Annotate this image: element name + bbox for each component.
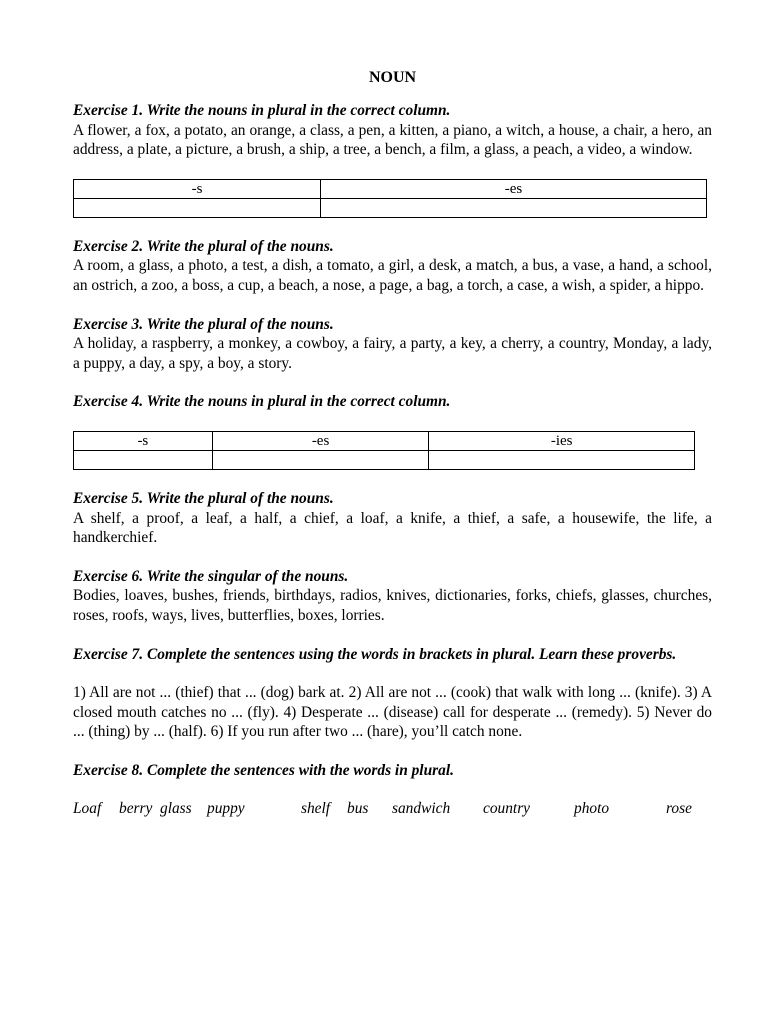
column-header-s: -s: [74, 179, 321, 198]
exercise-1-table: [73, 179, 707, 218]
answer-cell-ies[interactable]: [429, 450, 695, 469]
word-bank-item: rose: [666, 800, 692, 818]
exercise-1-text: A flower, a fox, a potato, an orange, a class, a pen, a kitten, a piano, a witch, a house, a chair, a hero, an address, a plate, a picture, a brush, a ship, a tree, a bench, a film, a glass, a peach, a video, a window.: [73, 121, 712, 159]
word-bank-item: sandwich: [392, 800, 451, 818]
word-bank-item: country: [483, 800, 531, 818]
exercise-2-text: A room, a glass, a photo, a test, a dish, a tomato, a girl, a desk, a match, a bus, a vase, a hand, a school, an ostrich, a zoo, a boss, a cup, a beach, a nose, a page, a bag, a torch, a case, a wish, a spider, a hippo.: [73, 257, 712, 294]
exercise-4-heading: Exercise 4. Write the nouns in plural in the correct column.: [73, 393, 451, 411]
word-bank-item: shelf: [301, 800, 331, 818]
word-bank-item: puppy: [207, 800, 245, 818]
column-header-es: -es: [212, 431, 429, 450]
table-answer-row: [74, 450, 695, 469]
exercise-7-text: 1) All are not ... (thief) that ... (dog) bark at. 2) All are not ... (cook) that walk with long ... (knife). 3) A closed mouth catches no ... (fly). 4) Desperate ... (disease) call for desperate ... (remedy). 5) Never do ... (thing) by ... (half). 6) If you run after two ... (hare), you’ll catch none.: [73, 684, 712, 741]
column-header-ies: -ies: [429, 431, 695, 450]
exercise-4-table: [73, 431, 695, 470]
column-header-s: -s: [74, 431, 213, 450]
word-bank-item: bus: [347, 800, 369, 818]
column-header-es: -es: [321, 179, 707, 198]
exercise-8-heading: Exercise 8. Complete the sentences with the words in plural.: [73, 761, 454, 779]
exercise-3-heading: Exercise 3. Write the plural of the nouns.: [73, 315, 334, 333]
answer-cell-es[interactable]: [321, 198, 707, 217]
exercise-7-heading: Exercise 7. Complete the sentences using the words in brackets in plural. Learn these proverbs.: [73, 645, 677, 663]
answer-cell-es[interactable]: [212, 450, 429, 469]
exercise-3-text: A holiday, a raspberry, a monkey, a cowboy, a fairy, a party, a key, a cherry, a country, Monday, a lady, a puppy, a day, a spy, a boy, a story.: [73, 335, 712, 372]
answer-cell-s[interactable]: [74, 450, 213, 469]
exercise-6-heading: Exercise 6. Write the singular of the nouns.: [73, 567, 349, 585]
answer-cell-s[interactable]: [74, 198, 321, 217]
word-bank-item: glass: [160, 800, 192, 818]
table-answer-row: [74, 198, 707, 217]
table-header-row: [74, 179, 707, 198]
table-header-row: [74, 431, 695, 450]
word-bank-item: photo: [574, 800, 610, 818]
word-bank-item: Loaf: [73, 800, 102, 818]
worksheet-page: [73, 68, 712, 819]
page-title: NOUN: [368, 69, 417, 86]
exercise-6-text: Bodies, loaves, bushes, friends, birthdays, radios, knives, dictionaries, forks, chiefs, glasses, churches, roses, roofs, ways, lives, butterflies, boxes, lorries.: [73, 587, 712, 624]
exercise-1-heading: Exercise 1. Write the nouns in plural in the correct column.: [73, 102, 451, 119]
exercise-5-text: A shelf, a proof, a leaf, a half, a chief, a loaf, a knife, a thief, a safe, a housewife, the life, a handkerchief.: [73, 509, 712, 547]
word-bank-item: berry: [119, 800, 153, 818]
exercise-2-heading: Exercise 2. Write the plural of the nouns.: [73, 237, 334, 255]
exercise-8-word-bank: [73, 799, 712, 819]
exercise-5-heading: Exercise 5. Write the plural of the nouns.: [73, 489, 334, 507]
